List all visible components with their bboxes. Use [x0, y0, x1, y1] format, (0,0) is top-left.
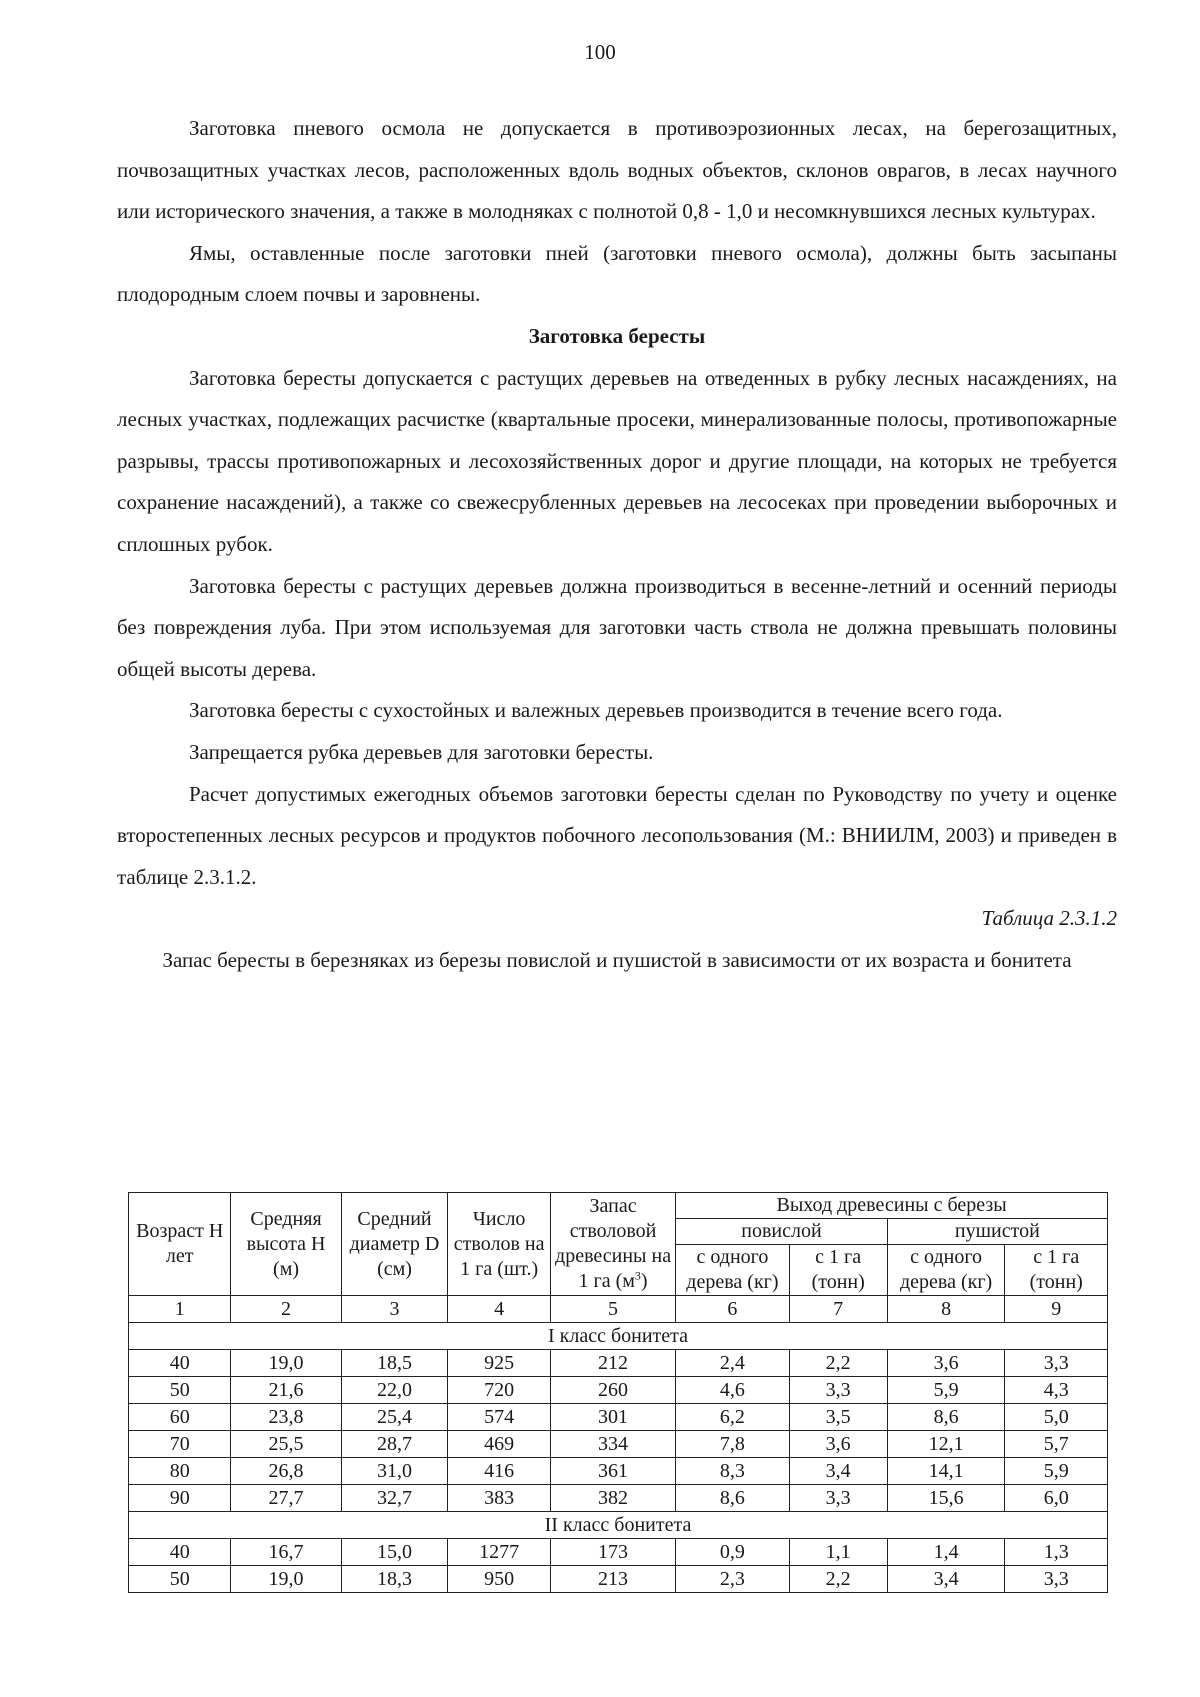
table-row	[129, 1539, 1108, 1566]
table-cell: 40	[129, 1350, 231, 1377]
table-cell: 28,7	[341, 1431, 448, 1458]
table-cell: 301	[550, 1404, 675, 1431]
header-stock	[550, 1193, 675, 1296]
table-cell: 5,0	[1005, 1404, 1108, 1431]
table-row	[129, 1404, 1108, 1431]
table-cell: 383	[448, 1485, 550, 1512]
table-cell: 720	[448, 1377, 550, 1404]
table-cell: 3,6	[789, 1431, 887, 1458]
table-cell: 925	[448, 1350, 550, 1377]
header-stock-end: )	[640, 1270, 648, 1292]
column-number-cell: 4	[448, 1296, 550, 1323]
paragraph: Запрещается рубка деревьев для заготовки бересты.	[189, 739, 654, 764]
table-cell: 8,3	[676, 1458, 789, 1485]
table-cell: 416	[448, 1458, 550, 1485]
table-cell: 8,6	[676, 1485, 789, 1512]
table-cell: 469	[448, 1431, 550, 1458]
table-cell: 6,0	[1005, 1485, 1108, 1512]
table-cell: 3,3	[789, 1377, 887, 1404]
table-cell: 213	[550, 1566, 675, 1593]
table-cell: 80	[129, 1458, 231, 1485]
header-age: Возраст Н лет	[129, 1193, 231, 1296]
table-cell: 4,3	[1005, 1377, 1108, 1404]
table-cell: 5,7	[1005, 1431, 1108, 1458]
table-cell: 18,3	[341, 1566, 448, 1593]
table-cell: 50	[129, 1566, 231, 1593]
paragraph: Заготовка пневого осмола не допускается в противоэрозионных лесах, на берегозащитных, почвозащитных участках лесов, расположенных вдоль водных объектов, склонов оврагов, в лесах научного или исторического значения, а также в молодняках с полнотой 0,8 - 1,0 и несомкнувшихся лесных культурах.	[117, 116, 1117, 224]
header-diameter: Средний диаметр D (см)	[341, 1193, 448, 1296]
table-cell: 14,1	[887, 1458, 1005, 1485]
paragraph: Ямы, оставленные после заготовки пней (заготовки пневого осмола), должны быть засыпаны плодородным слоем почвы и заровнены.	[117, 240, 1117, 307]
table-label: Таблица 2.3.1.2	[981, 906, 1117, 931]
group-title: I класс бонитета	[129, 1323, 1108, 1350]
column-number-cell: 9	[1005, 1296, 1108, 1323]
document-body	[117, 108, 1117, 981]
table-row	[129, 1350, 1108, 1377]
table-cell: 1,3	[1005, 1539, 1108, 1566]
table-header	[129, 1193, 1108, 1296]
birch-bark-stock-table	[128, 1192, 1108, 1593]
paragraph: Заготовка бересты допускается с растущих деревьев на отведенных в рубку лесных насаждениях, на лесных участках, подлежащих расчистке (квартальные просеки, минерализованные полосы, противопожарные разрывы, трассы противопожарных и лесохозяйственных дорог и другие площади, на которых не требуется сохранение насаждений), а также со свежесрубленных деревьев на лесосеках при проведении выборочных и сплошных рубок.	[117, 365, 1117, 556]
column-number-cell: 5	[550, 1296, 675, 1323]
table-row	[129, 1377, 1108, 1404]
paragraph: Заготовка бересты с сухостойных и валежных деревьев производится в течение всего года.	[189, 698, 1003, 723]
group-title: II класс бонитета	[129, 1512, 1108, 1539]
column-number-cell: 1	[129, 1296, 231, 1323]
table-row	[129, 1566, 1108, 1593]
header-per-ha-pendula: с 1 га (тонн)	[789, 1245, 887, 1296]
table-cell: 3,4	[887, 1566, 1005, 1593]
table-cell: 50	[129, 1377, 231, 1404]
table-cell: 8,6	[887, 1404, 1005, 1431]
table-cell: 574	[448, 1404, 550, 1431]
table-cell: 4,6	[676, 1377, 789, 1404]
header-yield: Выход древесины с березы	[676, 1193, 1108, 1219]
table-row	[129, 1431, 1108, 1458]
table-cell: 212	[550, 1350, 675, 1377]
table-cell: 15,0	[341, 1539, 448, 1566]
table-cell: 70	[129, 1431, 231, 1458]
table-cell: 173	[550, 1539, 675, 1566]
table-row	[129, 1458, 1108, 1485]
table-cell: 361	[550, 1458, 675, 1485]
table-cell: 3,3	[789, 1485, 887, 1512]
table-cell: 3,3	[1005, 1566, 1108, 1593]
table-cell: 22,0	[341, 1377, 448, 1404]
table-cell: 950	[448, 1566, 550, 1593]
group-title-row	[129, 1323, 1108, 1350]
table-cell: 2,2	[789, 1350, 887, 1377]
header-per-ha-pubescens: с 1 га (тонн)	[1005, 1245, 1108, 1296]
table-cell: 2,4	[676, 1350, 789, 1377]
table-cell: 60	[129, 1404, 231, 1431]
table-cell: 3,5	[789, 1404, 887, 1431]
table-cell: 16,7	[231, 1539, 341, 1566]
page-number: 100	[584, 40, 616, 64]
header-pubescens: пушистой	[887, 1219, 1107, 1245]
table-cell: 18,5	[341, 1350, 448, 1377]
table-cell: 382	[550, 1485, 675, 1512]
table-cell: 90	[129, 1485, 231, 1512]
table-cell: 19,0	[231, 1350, 341, 1377]
section-heading: Заготовка бересты	[528, 323, 706, 348]
table-cell: 25,5	[231, 1431, 341, 1458]
header-per-tree-pubescens: с одного дерева (кг)	[887, 1245, 1005, 1296]
paragraph: Заготовка бересты с растущих деревьев должна производиться в весенне-летний и осенний периоды без повреждения луба. При этом используемая для заготовки часть ствола не должна превышать половины общей высоты дерева.	[117, 573, 1117, 681]
table-cell: 3,4	[789, 1458, 887, 1485]
header-per-tree-pendula: с одного дерева (кг)	[676, 1245, 789, 1296]
table-cell: 32,7	[341, 1485, 448, 1512]
table-cell: 5,9	[1005, 1458, 1108, 1485]
table-cell: 25,4	[341, 1404, 448, 1431]
column-number-cell: 6	[676, 1296, 789, 1323]
column-number-cell: 2	[231, 1296, 341, 1323]
column-numbers-row	[129, 1296, 1108, 1323]
table-cell: 23,8	[231, 1404, 341, 1431]
table-cell: 2,3	[676, 1566, 789, 1593]
table-cell: 3,6	[887, 1350, 1005, 1377]
table-cell: 1277	[448, 1539, 550, 1566]
table-cell: 12,1	[887, 1431, 1005, 1458]
header-stock-text: Запас стволовой древесины на 1 га (м	[555, 1195, 672, 1292]
table-cell: 21,6	[231, 1377, 341, 1404]
table-row	[129, 1485, 1108, 1512]
header-height: Средняя высота Н (м)	[231, 1193, 341, 1296]
table-cell: 19,0	[231, 1566, 341, 1593]
table-body	[129, 1296, 1108, 1593]
table-caption: Запас бересты в березняках из березы повислой и пушистой в зависимости от их возраста и бонитета	[162, 947, 1072, 972]
table-cell: 6,2	[676, 1404, 789, 1431]
table-cell: 26,8	[231, 1458, 341, 1485]
column-number-cell: 7	[789, 1296, 887, 1323]
paragraph: Расчет допустимых ежегодных объемов заготовки бересты сделан по Руководству по учету и оценке второстепенных лесных ресурсов и продуктов побочного лесопользования (М.: ВНИИЛМ, 2003) и приведен в таблице 2.3.1.2.	[117, 781, 1117, 889]
table-cell: 0,9	[676, 1539, 789, 1566]
header-stems: Число стволов на 1 га (шт.)	[448, 1193, 550, 1296]
table-cell: 334	[550, 1431, 675, 1458]
table-cell: 1,1	[789, 1539, 887, 1566]
table-cell: 31,0	[341, 1458, 448, 1485]
table-cell: 27,7	[231, 1485, 341, 1512]
table-cell: 7,8	[676, 1431, 789, 1458]
table-cell: 2,2	[789, 1566, 887, 1593]
header-stock-sup: 3	[634, 1268, 641, 1283]
table-cell: 3,3	[1005, 1350, 1108, 1377]
table-cell: 260	[550, 1377, 675, 1404]
table-cell: 1,4	[887, 1539, 1005, 1566]
table-cell: 15,6	[887, 1485, 1005, 1512]
table-cell: 40	[129, 1539, 231, 1566]
column-number-cell: 8	[887, 1296, 1005, 1323]
column-number-cell: 3	[341, 1296, 448, 1323]
table-cell: 5,9	[887, 1377, 1005, 1404]
group-title-row	[129, 1512, 1108, 1539]
header-pendula: повислой	[676, 1219, 887, 1245]
